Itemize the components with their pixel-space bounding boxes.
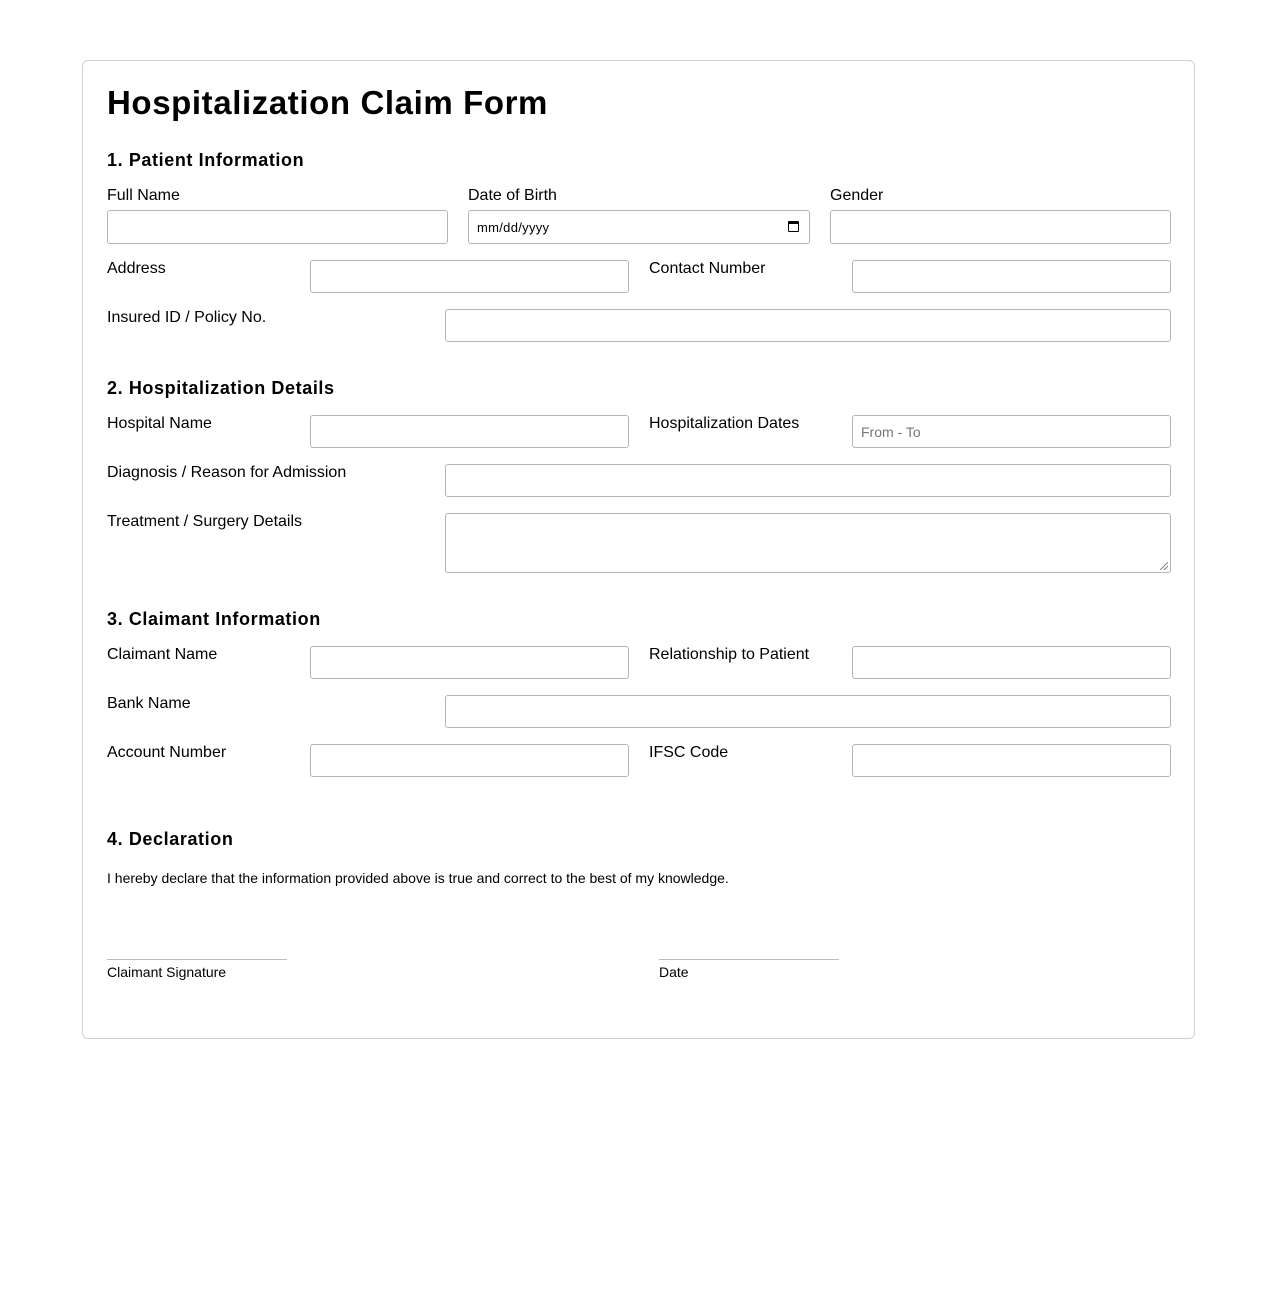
page-title: Hospitalization Claim Form [107, 84, 548, 121]
section-heading-hospitalization: 2. Hospitalization Details [107, 378, 335, 398]
bank-name-label: Bank Name [107, 695, 191, 712]
section-heading-patient: 1. Patient Information [107, 150, 305, 170]
policy-number-input[interactable] [445, 309, 1171, 342]
ifsc-code-label: IFSC Code [649, 744, 729, 761]
signature-date-label: Date [659, 964, 689, 980]
address-label: Address [107, 260, 166, 277]
policy-number-label: Insured ID / Policy No. [107, 309, 267, 326]
hospitalization-dates-label: Hospitalization Dates [649, 415, 800, 432]
relationship-input[interactable] [852, 646, 1171, 679]
hospital-name-input[interactable] [310, 415, 629, 448]
relationship-label: Relationship to Patient [649, 646, 810, 663]
bank-name-input[interactable] [445, 695, 1171, 728]
declaration-text: I hereby declare that the information provided above is true and correct to the best of my knowledge. [107, 870, 729, 886]
diagnosis-label: Diagnosis / Reason for Admission [107, 464, 347, 481]
claimant-name-input[interactable] [310, 646, 629, 679]
contact-number-input[interactable] [852, 260, 1171, 293]
claimant-signature-label: Claimant Signature [107, 964, 227, 980]
hospital-name-label: Hospital Name [107, 415, 212, 432]
ifsc-code-input[interactable] [852, 744, 1171, 777]
date-line [659, 959, 839, 960]
gender-input[interactable] [830, 210, 1171, 244]
gender-label: Gender [830, 187, 884, 204]
hospitalization-dates-placeholder: From - To [861, 423, 921, 440]
signature-line [107, 959, 287, 960]
account-number-label: Account Number [107, 744, 227, 761]
account-number-input[interactable] [310, 744, 629, 777]
treatment-textarea[interactable] [445, 513, 1171, 573]
dob-input[interactable] [468, 210, 810, 244]
claimant-name-label: Claimant Name [107, 646, 218, 663]
claim-form-card [82, 60, 1195, 1039]
contact-number-label: Contact Number [649, 260, 766, 277]
address-input[interactable] [310, 260, 629, 293]
section-heading-declaration: 4. Declaration [107, 829, 234, 849]
diagnosis-input[interactable] [445, 464, 1171, 497]
hospitalization-dates-input[interactable] [852, 415, 1171, 448]
resize-handle-icon[interactable] [1160, 562, 1168, 570]
dob-placeholder: mm/dd/yyyy [477, 219, 550, 235]
full-name-input[interactable] [107, 210, 448, 244]
dob-label: Date of Birth [468, 187, 557, 204]
treatment-label: Treatment / Surgery Details [107, 513, 303, 530]
section-heading-claimant: 3. Claimant Information [107, 609, 321, 629]
full-name-label: Full Name [107, 187, 180, 204]
calendar-icon[interactable] [788, 221, 799, 232]
